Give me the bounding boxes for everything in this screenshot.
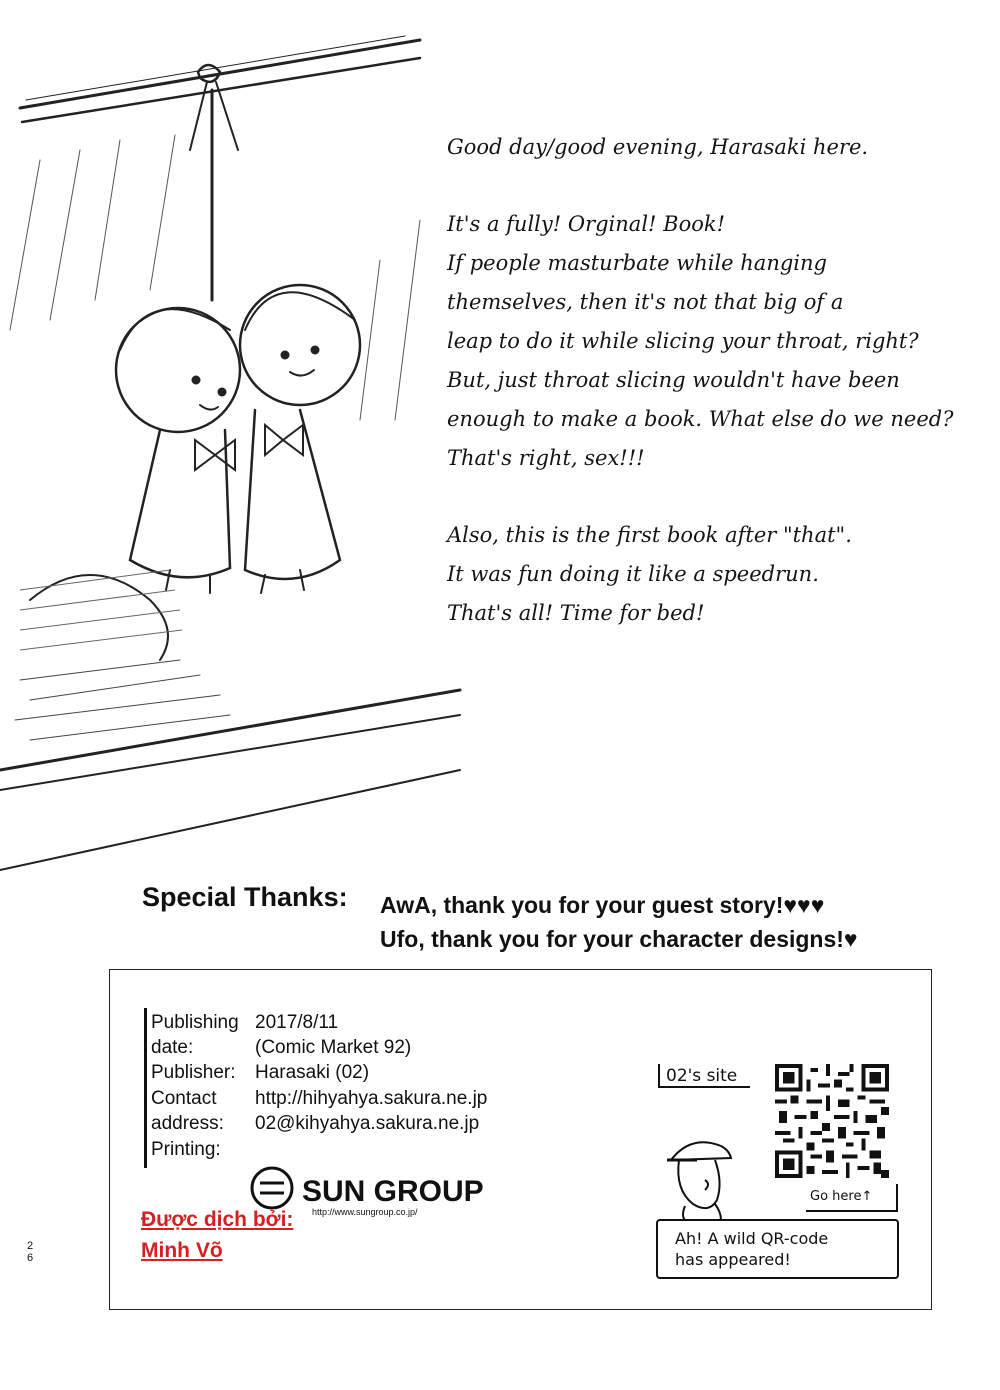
special-thanks-title: Special Thanks: bbox=[142, 882, 348, 912]
afterword-line: That's right, sex!!! bbox=[447, 446, 645, 470]
printer-url: http://www.sungroup.co.jp/ bbox=[312, 1207, 418, 1217]
colophon-value: Harasaki (02) bbox=[255, 1062, 370, 1083]
mascot-cap-icon bbox=[665, 1130, 745, 1220]
printer-name: SUN GROUP bbox=[302, 1175, 484, 1208]
afterword-line: It was fun doing it like a speedrun. bbox=[447, 562, 819, 586]
colophon-value: http://hihyahya.sakura.ne.jp bbox=[255, 1088, 488, 1109]
translation-credit-label: Được dịch bởi: bbox=[141, 1208, 294, 1231]
dialog-line: Ah! A wild QR-code bbox=[675, 1229, 829, 1248]
afterword-line: Good day/good evening, Harasaki here. bbox=[447, 135, 869, 159]
colophon-box bbox=[109, 969, 932, 1310]
afterword-paragraph bbox=[447, 516, 992, 633]
colophon-label: Printing: bbox=[151, 1139, 221, 1160]
go-here-label[interactable]: Go here↑ bbox=[810, 1189, 873, 1204]
afterword-paragraph bbox=[447, 128, 992, 167]
colophon-divider bbox=[144, 1008, 147, 1168]
colophon-label: date: bbox=[151, 1037, 194, 1058]
qr-dialog-box bbox=[656, 1219, 899, 1279]
translation-credit-name: Minh Võ bbox=[141, 1239, 223, 1262]
dialog-line: has appeared! bbox=[675, 1250, 791, 1269]
page-number-digit: 6 bbox=[26, 1252, 34, 1264]
colophon-value: 02@kihyahya.sakura.ne.jp bbox=[255, 1113, 480, 1134]
afterword-line: But, just throat slicing wouldn't have been bbox=[447, 368, 900, 392]
colophon-value: (Comic Market 92) bbox=[255, 1037, 412, 1058]
page-number bbox=[24, 1240, 36, 1264]
afterword-line: If people masturbate while hanging bbox=[447, 251, 827, 275]
afterword-line: Also, this is the first book after "that". bbox=[447, 523, 852, 547]
colophon-value: 2017/8/11 bbox=[255, 1012, 339, 1033]
special-thanks-list bbox=[380, 888, 858, 956]
colophon-label: Publishing bbox=[151, 1012, 239, 1033]
colophon-label: Contact bbox=[151, 1088, 217, 1109]
site-label: 02's site bbox=[666, 1066, 738, 1086]
afterword-line: enough to make a book. What else do we need? bbox=[447, 407, 954, 431]
afterword-line: themselves, then it's not that big of a bbox=[447, 290, 844, 314]
afterword-line: It's a fully! Orginal! Book! bbox=[447, 212, 726, 236]
page-number-digit: 2 bbox=[26, 1240, 34, 1252]
colophon-label: Publisher: bbox=[151, 1062, 236, 1083]
afterword-line: leap to do it while slicing your throat, right? bbox=[447, 329, 919, 353]
qr-code-icon[interactable] bbox=[775, 1064, 889, 1178]
hanging-dolls-illustration bbox=[0, 0, 470, 880]
colophon-label: address: bbox=[151, 1113, 224, 1134]
special-thanks-line: Ufo, thank you for your character designs!♥ bbox=[380, 926, 858, 952]
afterword-line: That's all! Time for bed! bbox=[447, 601, 705, 625]
afterword-paragraph bbox=[447, 205, 992, 478]
afterword-text bbox=[447, 128, 992, 671]
special-thanks-line: AwA, thank you for your guest story!♥♥♥ bbox=[380, 892, 825, 918]
